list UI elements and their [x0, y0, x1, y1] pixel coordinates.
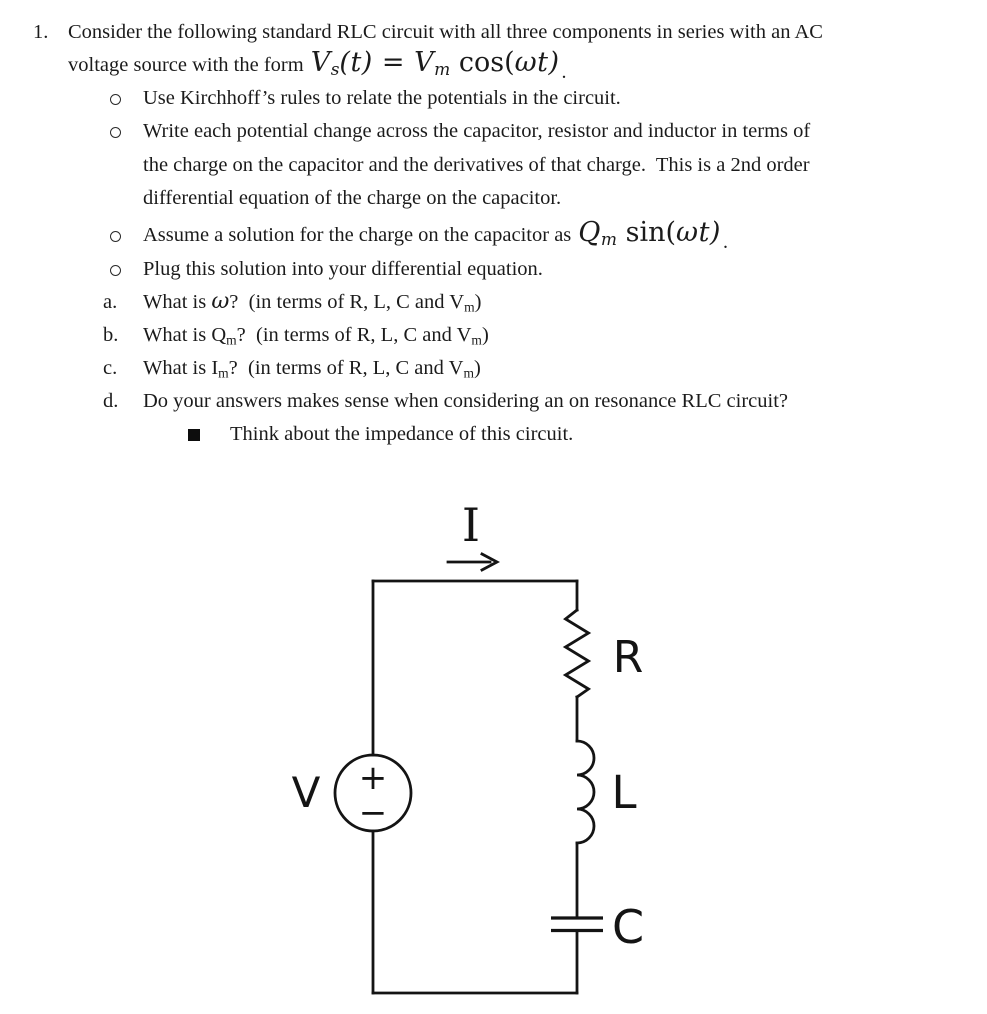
bullet-text-3: Assume a solution for the charge on the capacitor as Qm sin(ωt) .: [143, 217, 728, 253]
intro-text-1: Consider the following standard RLC circuit with all three components in series with an AC: [68, 21, 823, 43]
equation-period: .: [561, 61, 567, 83]
inductor-label: L: [611, 766, 637, 819]
item-a-text: What is ω? (in terms of R, L, C and Vm): [143, 289, 482, 315]
item-a-marker: a.: [103, 291, 118, 313]
capacitor-icon: [551, 918, 603, 931]
item-b-marker: b.: [103, 324, 119, 346]
item-d-marker: d.: [103, 390, 119, 412]
bullet-text-1: Use Kirchhoff’s rules to relate the potentials in the circuit.: [143, 87, 621, 109]
source-voltage-equation: Vs(t) = Vm cos(ωt): [310, 47, 560, 80]
item-d-text: Do your answers makes sense when considering an on resonance RLC circuit?: [143, 390, 788, 412]
bullet-text-2c: differential equation of the charge on the capacitor.: [143, 187, 562, 209]
inductor-icon: [577, 741, 594, 843]
charge-solution-equation: Qm sin(ωt): [578, 217, 721, 250]
equation-period: .: [722, 231, 728, 253]
plus-icon: +: [358, 758, 388, 798]
intro-text-2: voltage source with the form Vs(t) = Vm cos(ωt) .: [68, 47, 567, 83]
current-arrow-icon: [448, 554, 497, 570]
current-label: I: [461, 498, 481, 552]
minus-icon: −: [358, 793, 388, 833]
resistor-icon: [566, 610, 589, 697]
bullet-text-4: Plug this solution into your differential equation.: [143, 258, 543, 280]
sub-bullet-text: Think about the impedance of this circuit.: [230, 423, 574, 445]
problem-number: 1.: [33, 21, 49, 43]
item-b-text: What is Qm? (in terms of R, L, C and Vm): [143, 324, 489, 348]
omega-symbol: ω: [211, 289, 230, 314]
voltage-source-label: V: [291, 768, 321, 817]
bullet-text-2b: the charge on the capacitor and the derivatives of that charge. This is a 2nd order: [143, 154, 810, 176]
capacitor-label: C: [611, 900, 645, 954]
item-c-text: What is Im? (in terms of R, L, C and Vm): [143, 357, 481, 381]
resistor-label: R: [612, 632, 644, 683]
bullet-text-2a: Write each potential change across the capacitor, resistor and inductor in terms of: [143, 120, 811, 142]
item-c-marker: c.: [103, 357, 118, 379]
